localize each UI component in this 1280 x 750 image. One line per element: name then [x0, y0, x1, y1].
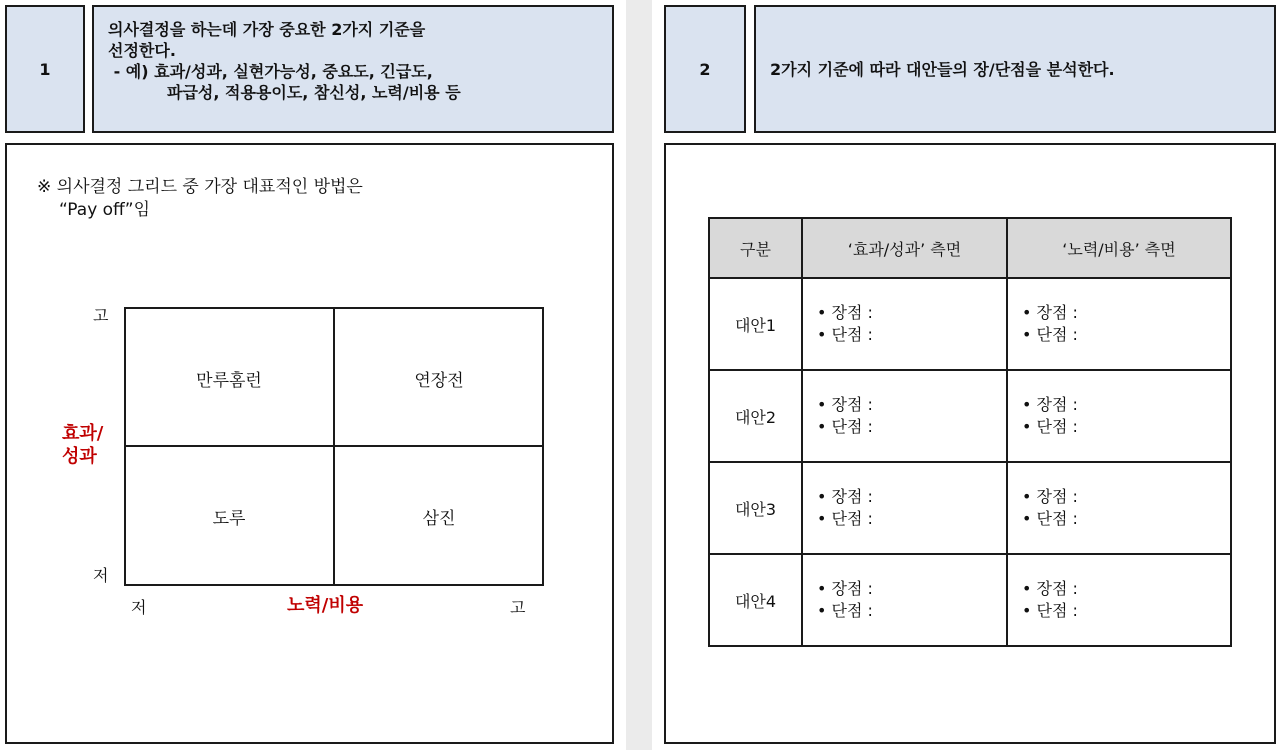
table-row	[709, 370, 1231, 462]
pros-item: • 장점 :	[1022, 303, 1078, 322]
quadrant-bottom-left: 도루	[212, 509, 246, 529]
x-axis-low-label: 저	[131, 598, 147, 617]
step-number-box-1	[5, 5, 85, 133]
header-text: 2가지 기준에 따라 대안들의 장/단점을 분석한다.	[770, 59, 1115, 79]
quadrant-top-left: 만루홈런	[196, 371, 262, 391]
cons-item: • 단점 :	[817, 417, 873, 436]
table-row	[709, 278, 1231, 370]
payoff-grid	[124, 307, 544, 586]
quadrant-bottom-right: 삼진	[422, 509, 456, 529]
effort-cell	[1007, 370, 1231, 462]
quadrant-top-right: 연장전	[414, 371, 464, 391]
header-line: 파급성, 적용용이도, 참신성, 노력/비용 등	[167, 83, 461, 102]
payoff-note	[37, 176, 363, 222]
table-header-row	[709, 218, 1231, 278]
y-axis-title	[62, 422, 103, 468]
header-line: 선정한다.	[108, 41, 176, 60]
payoff-grid-lines	[124, 307, 544, 586]
cons-item: • 단점 :	[1022, 325, 1078, 344]
step-number-box-2	[664, 5, 746, 133]
cons-item: • 단점 :	[1022, 601, 1078, 620]
alternatives-table	[708, 217, 1232, 647]
step-description-box-1	[92, 5, 614, 133]
table-row	[709, 462, 1231, 554]
effect-cell	[802, 278, 1007, 370]
x-axis-title: 노력/비용	[287, 595, 364, 616]
note-line: ※ 의사결정 그리드 중 가장 대표적인 방법은	[37, 177, 363, 197]
alternative-name: 대안2	[709, 370, 802, 462]
pros-item: • 장점 :	[1022, 395, 1078, 414]
cons-item: • 단점 :	[1022, 417, 1078, 436]
pros-item: • 장점 :	[817, 395, 873, 414]
cons-item: • 단점 :	[817, 509, 873, 528]
step-number: 2	[699, 59, 711, 79]
effort-cell	[1007, 554, 1231, 646]
y-axis-low-label: 저	[93, 566, 109, 585]
y-axis-high-label: 고	[93, 306, 109, 325]
alternative-name: 대안1	[709, 278, 802, 370]
column-header: ‘효과/성과’ 측면	[802, 218, 1007, 278]
effect-cell	[802, 554, 1007, 646]
column-header: ‘노력/비용’ 측면	[1007, 218, 1231, 278]
table-row	[709, 554, 1231, 646]
pros-item: • 장점 :	[817, 303, 873, 322]
effect-cell	[802, 462, 1007, 554]
effect-cell	[802, 370, 1007, 462]
effort-cell	[1007, 462, 1231, 554]
pros-item: • 장점 :	[1022, 487, 1078, 506]
step-number: 1	[39, 59, 51, 79]
pros-item: • 장점 :	[817, 487, 873, 506]
cons-item: • 단점 :	[1022, 509, 1078, 528]
header-line: - 예) 효과/성과, 실현가능성, 중요도, 긴급도,	[108, 62, 433, 81]
pros-item: • 장점 :	[817, 579, 873, 598]
alternative-name: 대안3	[709, 462, 802, 554]
note-line: “Pay off”임	[59, 200, 150, 220]
y-axis-title-line: 효과/	[62, 423, 104, 444]
effort-cell	[1007, 278, 1231, 370]
alternative-name: 대안4	[709, 554, 802, 646]
cons-item: • 단점 :	[817, 601, 873, 620]
step-description-box-2	[754, 5, 1276, 133]
cons-item: • 단점 :	[817, 325, 873, 344]
y-axis-title-line: 성과	[62, 446, 97, 467]
x-axis-high-label: 고	[510, 598, 526, 617]
column-header: 구분	[709, 218, 802, 278]
pros-item: • 장점 :	[1022, 579, 1078, 598]
header-line: 의사결정을 하는데 가장 중요한 2가지 기준을	[108, 20, 426, 39]
